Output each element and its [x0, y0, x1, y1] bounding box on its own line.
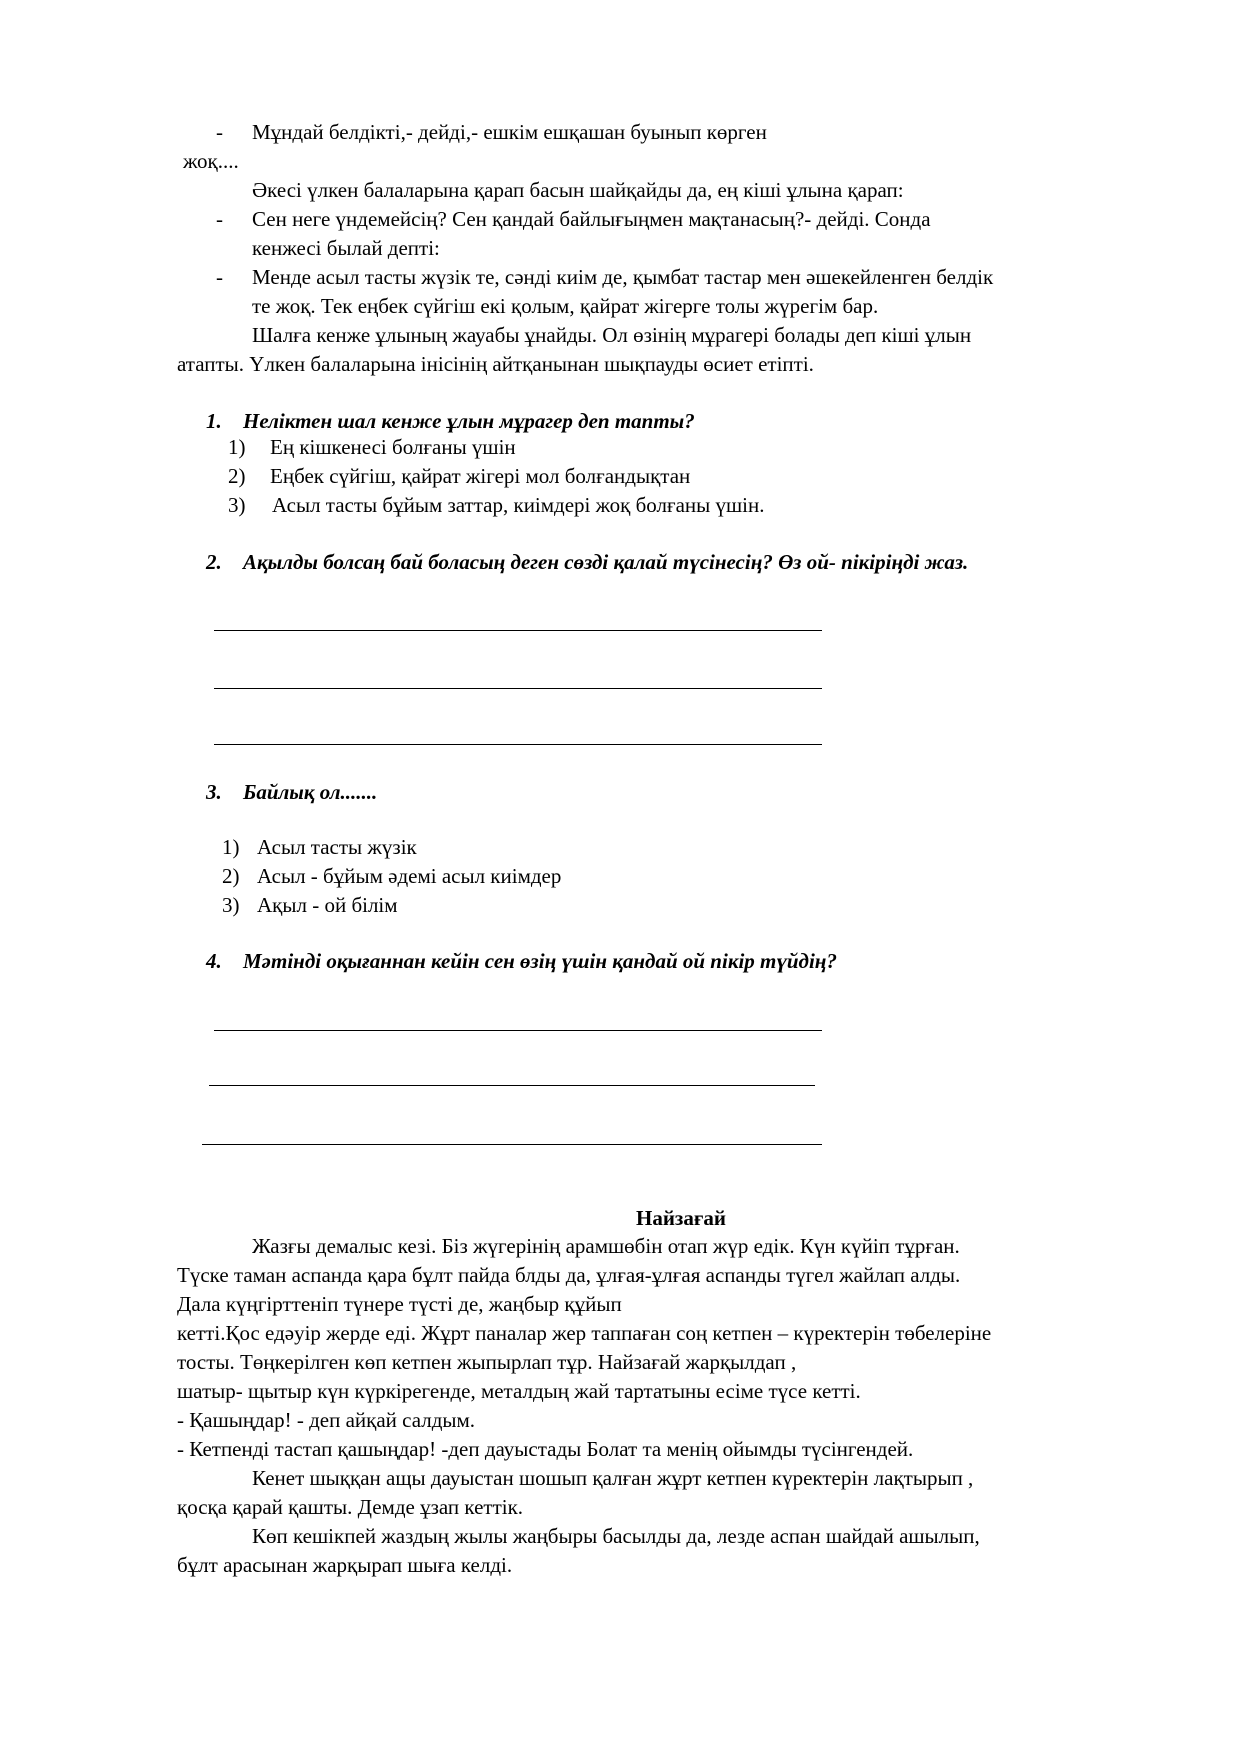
- option-number: 3): [228, 493, 246, 517]
- story-line: кетті.Қос едәуір жерде еді. Жұрт паналар жер таппаған соң кетпен – күректерін төбелеріне: [177, 1321, 992, 1345]
- dialogue-line: те жоқ. Тек еңбек сүйгіш екі қолым, қайрат жігерге толы жүрегім бар.: [252, 294, 879, 318]
- narration-line: Әкесі үлкен балаларына қарап басын шайқайды да, ең кіші ұлына қарап:: [252, 178, 904, 202]
- story-line: Жазғы демалыс кезі. Біз жүгерінің арамшөбін отап жүр едік. Күн күйіп тұрған.: [252, 1234, 960, 1258]
- dialogue-line: Менде асыл тасты жүзік те, сәнді киім де, қымбат тастар мен әшекейленген белдік: [252, 265, 994, 289]
- option-text: Еңбек сүйгіш, қайрат жігері мол болғандықтан: [270, 464, 691, 488]
- answer-line[interactable]: [214, 1030, 822, 1031]
- option-text: Асыл тасты бұйым заттар, киімдері жоқ болғаны үшін.: [272, 493, 765, 517]
- story-line: - Кетпенді тастап қашыңдар! -деп дауыстады Болат та менің ойымды түсінгендей.: [177, 1437, 914, 1461]
- story-line: - Қашыңдар! - деп айқай салдым.: [177, 1408, 476, 1432]
- option-number: 2): [228, 464, 246, 488]
- question-1-number: 1.: [206, 409, 222, 433]
- story-line: қосқа қарай қашты. Демде ұзап кеттік.: [177, 1495, 524, 1519]
- question-4-number: 4.: [206, 949, 222, 973]
- answer-line[interactable]: [214, 688, 822, 689]
- option-text: Асыл - бұйым әдемі асыл киімдер: [257, 864, 562, 888]
- answer-line[interactable]: [202, 1144, 822, 1145]
- option-number: 1): [222, 835, 240, 859]
- dash: -: [216, 265, 223, 289]
- option-text: Ең кішкенесі болғаны үшін: [270, 435, 516, 459]
- story-line: тосты. Төңкерілген көп кетпен жыпырлап тұр. Найзағай жарқылдап ,: [177, 1350, 797, 1374]
- answer-line[interactable]: [214, 744, 822, 745]
- question-1-text: Неліктен шал кенже ұлын мұрагер деп тапты?: [243, 409, 695, 433]
- answer-line[interactable]: [209, 1085, 815, 1086]
- question-2-text: Ақылды болсаң бай боласың деген сөзді қалай түсінесің? Өз ой- пікіріңді жаз.: [243, 550, 969, 574]
- story-line: бұлт арасынан жарқырап шыға келді.: [177, 1553, 513, 1577]
- option-number: 2): [222, 864, 240, 888]
- dash: -: [216, 207, 223, 231]
- narration-line: атапты. Үлкен балаларына інісінің айтқанынан шықпауды өсиет етіпті.: [177, 352, 814, 376]
- dialogue-line: кенжесі былай депті:: [252, 236, 440, 260]
- answer-line[interactable]: [214, 630, 822, 631]
- dialogue-line: Мұндай белдікті,- дейді,- ешкім ешқашан буынып көрген: [252, 120, 767, 144]
- dialogue-line: Сен неге үндемейсің? Сен қандай байлығыңмен мақтанасың?- дейді. Сонда: [252, 207, 931, 231]
- story-title: Найзағай: [635, 1206, 726, 1230]
- dialogue-line: жоқ....: [183, 149, 239, 173]
- option-number: 3): [222, 893, 240, 917]
- question-4-text: Мәтінді оқығаннан кейін сен өзің үшін қандай ой пікір түйдің?: [243, 949, 837, 973]
- story-line: Көп кешікпей жаздың жылы жаңбыры басылды да, лезде аспан шайдай ашылып,: [252, 1524, 980, 1548]
- option-text: Асыл тасты жүзік: [257, 835, 417, 859]
- narration-line: Шалға кенже ұлының жауабы ұнайды. Ол өзінің мұрагері болады деп кіші ұлын: [252, 323, 972, 347]
- story-line: шатыр- щытыр күн күркірегенде, металдың жай тартатыны есіме түсе кетті.: [177, 1379, 861, 1403]
- option-number: 1): [228, 435, 246, 459]
- story-line: Түске таман аспанда қара бұлт пайда блды да, ұлғая-ұлғая аспанды түгел жайлап алды.: [177, 1263, 961, 1287]
- story-line: Кенет шыққан ащы дауыстан шошып қалған жұрт кетпен күректерін лақтырып ,: [252, 1466, 974, 1490]
- dash: -: [216, 120, 223, 144]
- option-text: Ақыл - ой білім: [257, 893, 398, 917]
- story-line: Дала күңгірттеніп түнере түсті де, жаңбыр құйып: [177, 1292, 622, 1316]
- question-3-text: Байлық ол.......: [243, 780, 378, 804]
- question-2-number: 2.: [206, 550, 222, 574]
- question-3-number: 3.: [206, 780, 222, 804]
